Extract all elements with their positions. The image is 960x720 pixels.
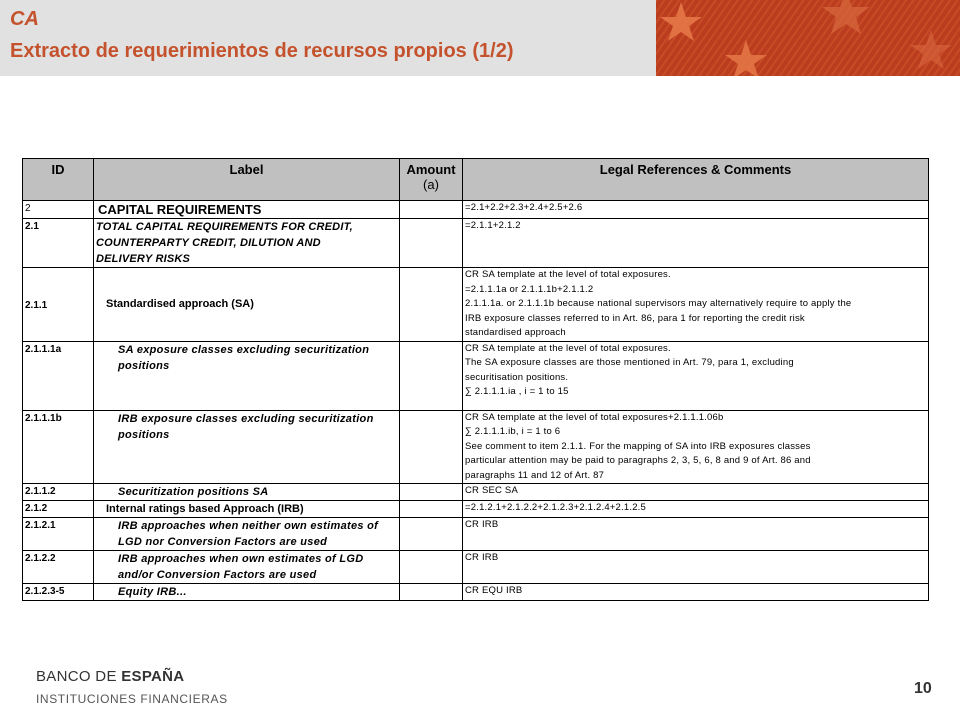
row-amount <box>400 410 463 484</box>
row-id: 2.1.1.1a <box>23 341 94 410</box>
row-label-line: Securitization positions SA <box>118 486 269 498</box>
table-row <box>23 484 929 501</box>
row-comment-line: CR IRB <box>465 552 499 563</box>
row-amount <box>400 501 463 518</box>
row-comment-line: IRB exposure classes referred to in Art. 86, para 1 for reporting the credit risk <box>465 312 805 324</box>
row-comment-line: See comment to item 2.1.1. For the mapping of SA into IRB exposures classes <box>465 440 811 452</box>
row-label-line: Internal ratings based Approach (IRB) <box>106 503 304 515</box>
header-amount-line2: (a) <box>423 177 439 192</box>
slide-title-line2: Extracto de requerimientos de recursos propios (1/2) <box>10 40 514 62</box>
row-label-line: SA exposure classes excluding securitization <box>118 343 370 356</box>
table-row <box>23 268 929 342</box>
eu-flag-image <box>656 0 960 76</box>
banco-de-espana-logo <box>36 668 184 685</box>
row-comment-line: CR SEC SA <box>465 485 519 496</box>
header-id: ID <box>23 159 94 201</box>
row-label-line: positions <box>118 359 170 372</box>
row-amount <box>400 219 463 268</box>
row-label <box>94 584 400 601</box>
row-comment-line: =2.1.2.1+2.1.2.2+2.1.2.3+2.1.2.4+2.1.2.5 <box>465 502 646 513</box>
row-comment <box>463 551 929 584</box>
row-label <box>94 484 400 501</box>
row-comment <box>463 584 929 601</box>
row-label <box>94 410 400 484</box>
row-comment-line: securitisation positions. <box>465 371 569 383</box>
row-id: 2 <box>23 201 94 219</box>
table-row <box>23 518 929 551</box>
row-comment <box>463 268 929 342</box>
row-comment <box>463 518 929 551</box>
row-comment-line: ∑ 2.1.1.1.ia , i = 1 to 15 <box>465 386 569 397</box>
row-comment <box>463 501 929 518</box>
row-comment <box>463 484 929 501</box>
row-label-line: DELIVERY RISKS <box>96 253 191 265</box>
row-comment <box>463 201 929 219</box>
header-amount-line1: Amount <box>406 162 456 177</box>
table-row <box>23 410 929 484</box>
row-amount <box>400 341 463 410</box>
row-comment-line: The SA exposure classes are those mentioned in Art. 79, para 1, excluding <box>465 357 794 368</box>
row-amount <box>400 518 463 551</box>
row-comment-line: =2.1.1.1a or 2.1.1.1b+2.1.1.2 <box>465 283 594 295</box>
row-label-line: IRB exposure classes excluding securitization <box>118 412 374 425</box>
row-id: 2.1.2 <box>23 501 94 518</box>
table-row <box>23 501 929 518</box>
row-label-line: LGD nor Conversion Factors are used <box>118 536 328 548</box>
table-row <box>23 341 929 410</box>
row-comment-line: standardised approach <box>465 327 566 338</box>
row-id: 2.1 <box>23 219 94 268</box>
header-comments: Legal References & Comments <box>463 159 929 201</box>
row-comment-line: ∑ 2.1.1.1.ib, i = 1 to 6 <box>465 426 561 437</box>
row-comment-line: particular attention may be paid to paragraphs 2, 3, 5, 6, 8 and 9 of Art. 86 and <box>465 455 811 466</box>
header-amount <box>400 159 463 201</box>
row-amount <box>400 551 463 584</box>
row-label <box>94 501 400 518</box>
requirements-table <box>22 158 929 601</box>
row-label <box>94 341 400 410</box>
slide-title-line1: CA <box>10 8 39 30</box>
row-amount <box>400 201 463 219</box>
row-label-line: TOTAL CAPITAL REQUIREMENTS FOR CREDIT, <box>96 221 353 233</box>
row-label-line: Equity IRB... <box>118 586 187 598</box>
row-comment-line: CR IRB <box>465 519 499 530</box>
row-amount <box>400 484 463 501</box>
row-comment-line: CR SA template at the level of total exposures. <box>465 269 671 280</box>
row-label-line: CAPITAL REQUIREMENTS <box>98 202 262 217</box>
row-label-line: Standardised approach (SA) <box>106 298 254 311</box>
logo-text-part1: BANCO DE <box>36 668 122 685</box>
logo-text-part2: ESPAÑA <box>121 668 185 685</box>
header-band <box>0 0 960 76</box>
department-subtitle: INSTITUCIONES FINANCIERAS <box>36 692 228 706</box>
row-label-line: and/or Conversion Factors are used <box>118 569 317 581</box>
row-id: 2.1.2.2 <box>23 551 94 584</box>
header-label: Label <box>94 159 400 201</box>
table-row <box>23 584 929 601</box>
row-label-line: COUNTERPARTY CREDIT, DILUTION AND <box>96 237 321 249</box>
row-comment-line: 2.1.1.1a. or 2.1.1.1b because national supervisors may alternatively require to apply the <box>465 298 852 309</box>
row-comment <box>463 410 929 484</box>
row-id: 2.1.1 <box>23 268 94 342</box>
table-row <box>23 201 929 219</box>
row-label <box>94 268 400 342</box>
table-row <box>23 551 929 584</box>
row-label-line: positions <box>118 428 170 441</box>
row-label-line: IRB approaches when neither own estimates of <box>118 520 379 532</box>
row-comment <box>463 341 929 410</box>
row-id: 2.1.2.3-5 <box>23 584 94 601</box>
row-label <box>94 201 400 219</box>
row-amount <box>400 268 463 342</box>
row-label <box>94 518 400 551</box>
row-comment-line: =2.1+2.2+2.3+2.4+2.5+2.6 <box>465 202 583 213</box>
row-label <box>94 551 400 584</box>
row-comment-line: CR EQU IRB <box>465 585 523 596</box>
row-comment-line: CR SA template at the level of total exposures. <box>465 342 671 354</box>
row-comment-line: =2.1.1+2.1.2 <box>465 220 521 231</box>
row-id: 2.1.2.1 <box>23 518 94 551</box>
eu-flag-decoration <box>656 0 960 76</box>
row-id: 2.1.1.2 <box>23 484 94 501</box>
row-label <box>94 219 400 268</box>
row-comment-line: CR SA template at the level of total exposures+2.1.1.1.06b <box>465 411 724 423</box>
page-number: 10 <box>914 680 932 697</box>
row-id: 2.1.1.1b <box>23 410 94 484</box>
table-row <box>23 219 929 268</box>
row-comment-line: paragraphs 11 and 12 of Art. 87 <box>465 469 605 481</box>
row-label-line: IRB approaches when own estimates of LGD <box>118 553 364 565</box>
row-comment <box>463 219 929 268</box>
row-amount <box>400 584 463 601</box>
